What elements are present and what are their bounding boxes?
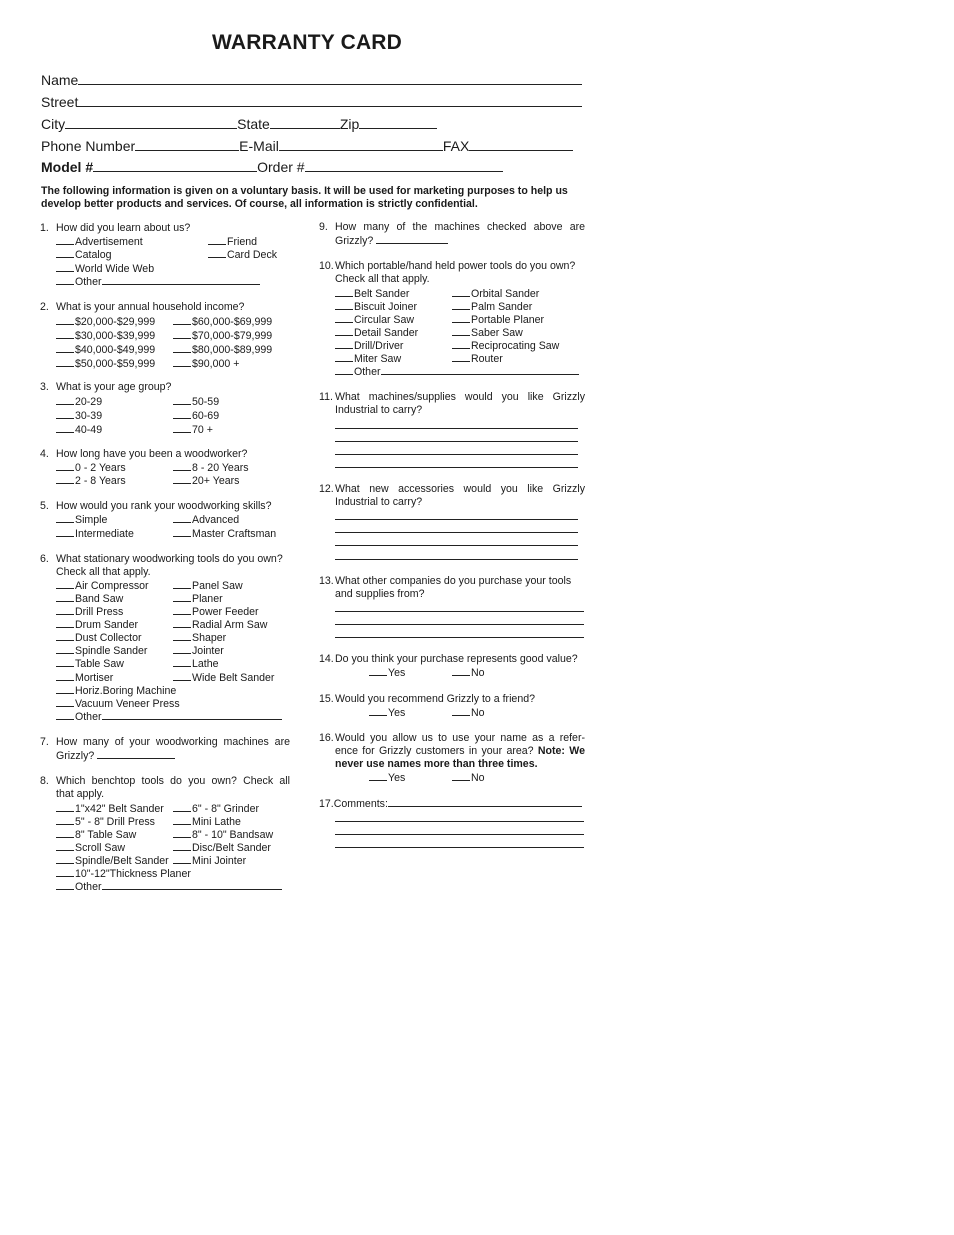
option-years-0-2[interactable]: 0 - 2 Years [56,461,126,475]
question-11: 11. What machines/supplies would you like Grizzly Industrial to carry? [319,391,585,416]
option-mortiser[interactable]: Mortiser [56,671,113,685]
option-drum-sander[interactable]: Drum Sander [56,618,138,632]
option-jointer[interactable]: Jointer [173,644,224,658]
option-intermediate[interactable]: Intermediate [56,527,134,541]
option-advertisement[interactable]: Advertisement [56,235,143,249]
order-field[interactable] [305,157,503,172]
option-income-90k[interactable]: $90,000 + [173,357,239,371]
fax-field[interactable] [469,136,573,151]
option-table-saw[interactable]: Table Saw [56,657,124,671]
model-field[interactable] [93,157,257,172]
option-income-20k[interactable]: $20,000-$29,999 [56,315,155,329]
option-recommend-yes[interactable]: Yes [369,706,405,720]
option-lathe[interactable]: Lathe [173,657,219,671]
option-age-40-49[interactable]: 40-49 [56,423,102,437]
city-row [41,112,437,132]
phone-label: Phone Number [41,138,136,154]
option-thickness-planer[interactable]: 10"-12"Thickness Planer [56,867,191,881]
city-label: City [41,116,66,132]
answer-line[interactable] [335,441,578,442]
option-planer[interactable]: Planer [173,592,223,606]
grizzly-checked-count-field[interactable] [376,234,448,244]
option-bandsaw[interactable]: 8" - 10" Bandsaw [173,828,273,842]
option-detail-sander[interactable]: Detail Sander [335,326,418,340]
option-other[interactable]: Other [56,275,260,289]
order-label: Order # [257,159,305,175]
answer-line[interactable] [335,624,584,625]
option-drill-press[interactable]: Drill Press [56,605,123,619]
option-simple[interactable]: Simple [56,513,107,527]
option-panel-saw[interactable]: Panel Saw [173,579,243,593]
question-8: 8. Which benchtop tools do you own? Check all that apply. [40,775,290,800]
name-label: Name [41,72,79,88]
comments-line[interactable] [335,821,584,822]
answer-line[interactable] [335,454,578,455]
name-row [41,68,582,88]
option-power-feeder[interactable]: Power Feeder [173,605,259,619]
option-income-70k[interactable]: $70,000-$79,999 [173,329,272,343]
option-advanced[interactable]: Advanced [173,513,239,527]
option-friend[interactable]: Friend [208,235,257,249]
option-air-compressor[interactable]: Air Compressor [56,579,149,593]
option-mini-jointer[interactable]: Mini Jointer [173,854,246,868]
option-other-stationary[interactable]: Other [56,710,282,724]
fax-label: FAX [442,138,470,154]
answer-line[interactable] [335,428,578,429]
option-reference-yes[interactable]: Yes [369,771,405,785]
question-12: 12. What new accessories would you like Grizzly Industrial to carry? [319,483,585,508]
option-income-30k[interactable]: $30,000-$39,999 [56,329,155,343]
state-label: State [237,116,270,132]
street-field[interactable] [78,92,582,107]
option-years-8-20[interactable]: 8 - 20 Years [173,461,249,475]
question-text: How did you learn about us? [56,222,191,234]
question-13: 13. What other companies do you purchase your tools and supplies from? [319,575,572,600]
state-field[interactable] [270,114,340,129]
option-age-70-plus[interactable]: 70 + [173,423,213,437]
answer-line[interactable] [335,519,578,520]
page-title: WARRANTY CARD [212,31,403,54]
street-label: Street [41,94,79,110]
option-benchtop-drill-press[interactable]: 5" - 8" Drill Press [56,815,155,829]
option-biscuit-joiner[interactable]: Biscuit Joiner [335,300,417,314]
email-label: E-Mail [239,138,279,154]
option-income-50k[interactable]: $50,000-$59,999 [56,357,155,371]
option-years-2-8[interactable]: 2 - 8 Years [56,474,126,488]
option-years-20-plus[interactable]: 20+ Years [173,474,239,488]
answer-line[interactable] [335,532,578,533]
option-portable-planer[interactable]: Portable Planer [452,313,544,327]
option-other-benchtop[interactable]: Other [56,880,282,894]
answer-line[interactable] [335,611,584,612]
warranty-card-page: WARRANTY CARD Name Street City State Zip Phone Number E-Mail FAX Model # Order # The following information is given on a voluntary basis. It will be used for marketing purposes to help us develop better products and services. Of course, all information is strictly confidential. 1. How did you learn about us? Advertisement Friend Catalog Card Deck World Wide Web Other 2. What is your annual household income? $20,000-$29,999 $60,000-$69,999 $30,000-$39,999 $70,000-$79,999 $40,000-$49,999 $80,000-$89,999 $50,000-$59,999 $90,000 + 3. What is your age group? 20-29 50-59 30-39 60-69 40-49 70 + 4. How long have you been a woodworker? 0 - 2 Years 8 - 20 Years 2 - 8 Years 20+ Years 5. How would you rank your woodworking skills? Simple Advanced Intermediate Master Craftsman 6. What stationary woodworking tools do you own? Check all that apply. Air Compressor Panel Saw Band Saw Planer Drill Press Power Feeder Drum Sander Radial Arm Saw Dust Collector Shaper Spindle Sander Jointer Table Saw Lathe Mortiser Wide Belt Sander Horiz.Boring Machine Vacuum Veneer Press Other 7. How many of your woodworking machines are Grizzly? 8. Which benchtop tools do you own? Check all that apply. 1"x42" Belt Sander 6" - 8" Grinder 5" - 8" Drill Press Mini Lathe 8" Table Saw 8" - 10" Bandsaw Scroll Saw Disc/Belt Sander Spindle/Belt Sander Mini Jointer 10"-12"Thickness Planer Other 9. How many of the machines checked above are Grizzly? 10. Which portable/hand held power tools do you own? Check all that apply. Belt Sander Orbital Sander Biscuit Joiner Palm Sander Circular Saw Portable Planer Detail Sander Saber Saw Drill/Driver Reciprocating Saw Miter Saw Router Other 11. What machines/supplies would you like Grizzly Industrial to carry? 12. What new accessories would you like Grizzly Industrial to carry? 13. What other companies do you purchase your tools and supplies from? 14. Do you think your purchase represents good value? Yes No 15. Would you recommend Grizzly to a friend? Yes No 16. Would you allow us to use your name as a refer- ence for Grizzly customers in your area? Note: We never use names more than three times. Yes No 17.Comments: [40,31,585,893]
comments-line[interactable] [335,834,584,835]
option-saber-saw[interactable]: Saber Saw [452,326,523,340]
option-reference-no[interactable]: No [452,771,485,785]
option-orbital-sander[interactable]: Orbital Sander [452,287,539,301]
question-17: 17.Comments: [319,797,582,811]
question-10: 10. Which portable/hand held power tools do you own? Check all that apply. [319,260,576,285]
zip-field[interactable] [359,114,437,129]
city-field[interactable] [65,114,237,129]
option-grinder[interactable]: 6" - 8" Grinder [173,802,259,816]
comments-line[interactable] [335,847,584,848]
option-router[interactable]: Router [452,352,503,366]
option-scroll-saw[interactable]: Scroll Saw [56,841,125,855]
option-circular-saw[interactable]: Circular Saw [335,313,414,327]
option-income-40k[interactable]: $40,000-$49,999 [56,343,155,357]
grizzly-count-field[interactable] [97,749,175,759]
option-vacuum-veneer-press[interactable]: Vacuum Veneer Press [56,697,180,711]
model-label: Model # [41,159,94,175]
question-16: 16. Would you allow us to use your name as a refer- ence for Grizzly customers in your area? Note: We never use names more than three times. [319,732,585,770]
question-9: 9. How many of the machines checked above are Grizzly? [319,221,585,247]
option-reciprocating-saw[interactable]: Reciprocating Saw [452,339,559,353]
option-good-value-yes[interactable]: Yes [369,666,405,680]
option-band-saw[interactable]: Band Saw [56,592,123,606]
option-card-deck[interactable]: Card Deck [208,248,277,262]
option-age-30-39[interactable]: 30-39 [56,409,102,423]
option-shaper[interactable]: Shaper [173,631,226,645]
option-age-60-69[interactable]: 60-69 [173,409,219,423]
option-8-table-saw[interactable]: 8" Table Saw [56,828,136,842]
answer-line[interactable] [335,545,578,546]
option-catalog[interactable]: Catalog [56,248,112,262]
option-palm-sander[interactable]: Palm Sander [452,300,532,314]
name-field[interactable] [78,70,582,85]
option-income-80k[interactable]: $80,000-$89,999 [173,343,272,357]
option-radial-arm-saw[interactable]: Radial Arm Saw [173,618,267,632]
question-number: 1. [40,222,49,234]
answer-line[interactable] [335,637,584,638]
option-belt-sander-1x42[interactable]: 1"x42" Belt Sander [56,802,164,816]
phone-field[interactable] [135,136,239,151]
option-wide-belt-sander[interactable]: Wide Belt Sander [173,671,274,685]
option-spindle-sander[interactable]: Spindle Sander [56,644,147,658]
option-income-60k[interactable]: $60,000-$69,999 [173,315,272,329]
intro-text: The following information is given on a voluntary basis. It will be used for marketing purposes to help us develop better products and services. Of course, all information is strictly confidential. [41,185,568,211]
option-other-portable[interactable]: Other [335,365,579,379]
option-master-craftsman[interactable]: Master Craftsman [173,527,276,541]
answer-line[interactable] [335,467,578,468]
option-world-wide-web[interactable]: World Wide Web [56,262,154,276]
question-6: 6. What stationary woodworking tools do you own? Check all that apply. [40,553,283,578]
option-dust-collector[interactable]: Dust Collector [56,631,142,645]
zip-label: Zip [339,116,360,132]
option-drill-driver[interactable]: Drill/Driver [335,339,403,353]
answer-line[interactable] [335,559,578,560]
option-disc-belt-sander[interactable]: Disc/Belt Sander [173,841,271,855]
option-horiz-boring-machine[interactable]: Horiz.Boring Machine [56,684,176,698]
option-age-20-29[interactable]: 20-29 [56,395,102,409]
question-7: 7. How many of your woodworking machines are Grizzly? [40,736,290,762]
option-miter-saw[interactable]: Miter Saw [335,352,401,366]
phone-row [41,134,573,154]
option-spindle-belt-sander[interactable]: Spindle/Belt Sander [56,854,169,868]
option-mini-lathe[interactable]: Mini Lathe [173,815,241,829]
model-row [41,155,503,175]
option-portable-belt-sander[interactable]: Belt Sander [335,287,409,301]
option-good-value-no[interactable]: No [452,666,485,680]
comments-line[interactable] [388,797,582,807]
option-recommend-no[interactable]: No [452,706,485,720]
street-row [41,90,582,110]
option-age-50-59[interactable]: 50-59 [173,395,219,409]
email-field[interactable] [279,136,443,151]
